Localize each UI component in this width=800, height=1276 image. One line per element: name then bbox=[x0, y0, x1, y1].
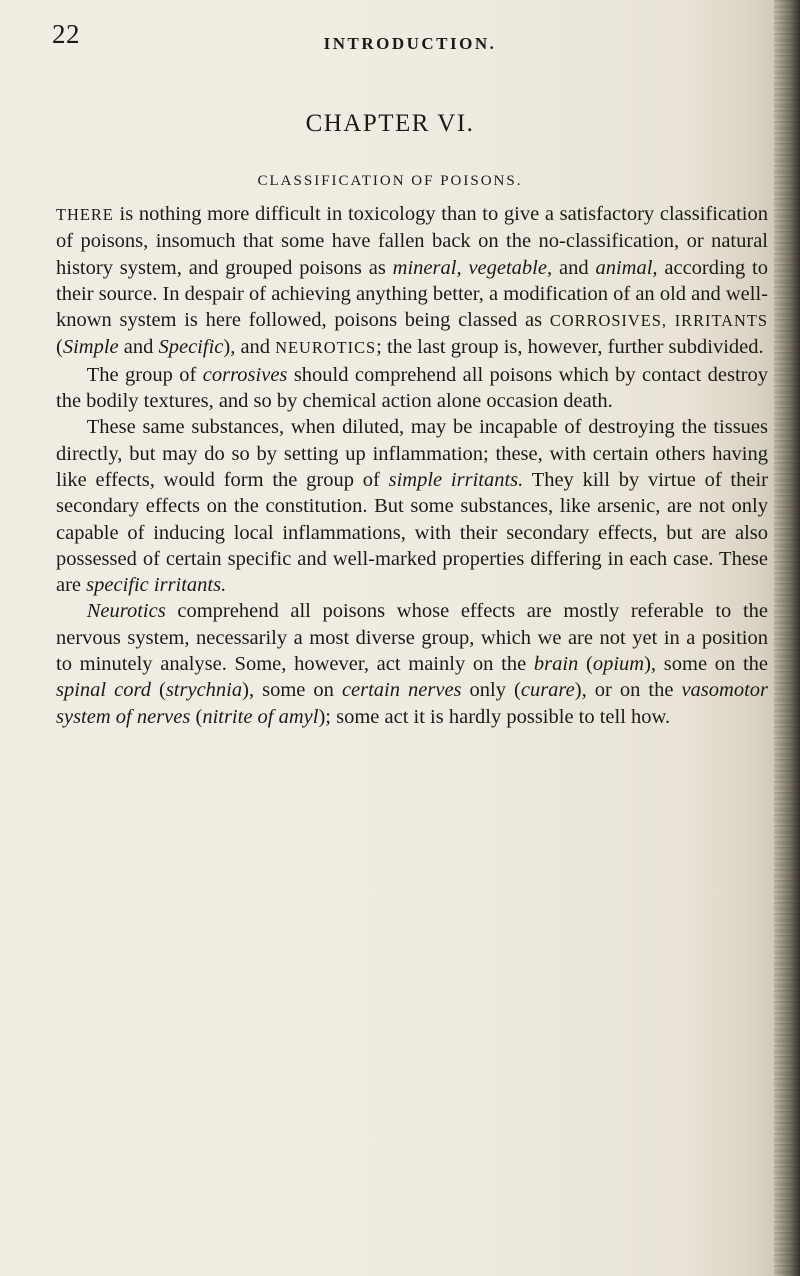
text-run: and bbox=[552, 256, 596, 279]
text-run: should comprehend all poisons which by contact destroy the bodily textures, and so by chemical action alone occasion death. bbox=[56, 363, 768, 413]
italic-term-neurotics: Neurotics bbox=[86, 600, 166, 623]
italic-term-simple-irritants: simple irritants. bbox=[388, 468, 524, 491]
text-run: ), some on the bbox=[644, 653, 769, 676]
italic-term-spinal-cord: spinal cord bbox=[56, 679, 151, 702]
text-run: and bbox=[118, 336, 159, 359]
italic-term-animal: animal, bbox=[595, 256, 658, 279]
text-run: These same substances, when diluted, may be incapable of destroying the tissues directly, but may do so by setting up inflammation; these, with certain others having like effects, would form the group of bbox=[56, 416, 768, 491]
body-text bbox=[56, 201, 768, 730]
text-run: ( bbox=[56, 336, 63, 359]
text-run: ; the last group is, however, further subdivided. bbox=[376, 336, 764, 359]
paragraph-4 bbox=[56, 598, 768, 729]
italic-term-brain: brain bbox=[533, 653, 579, 676]
text-run: ); some act it is hardly possible to tell how. bbox=[318, 705, 671, 728]
italic-term-mineral: mineral, bbox=[392, 256, 462, 279]
italic-term-corrosives: corrosives bbox=[202, 363, 288, 386]
page-edge-shadow bbox=[774, 0, 800, 1276]
italic-term-nitrite: nitrite of amyl bbox=[202, 705, 319, 728]
smallcaps-term-irritants: IRRITANTS bbox=[674, 311, 768, 331]
smallcaps-term-corrosives: CORROSIVES, bbox=[549, 311, 667, 331]
page-number: 22 bbox=[52, 19, 80, 49]
text-run: The group of bbox=[86, 363, 203, 386]
italic-term-certain-nerves: certain nerves bbox=[341, 679, 462, 702]
paragraph-1 bbox=[56, 201, 768, 362]
text-run: according to their source. In despair of achieving anything better, a modification of an old and well-known system is here followed, poisons being classed as bbox=[56, 256, 768, 332]
text-run: comprehend all poisons whose effects are mostly referable to the nervous system, necessarily a most diverse group, which we are not yet in a position to minutely analyse. Some, however, act mainly on the bbox=[56, 600, 768, 676]
lead-word: THERE bbox=[56, 205, 114, 224]
italic-term-curare: curare bbox=[520, 679, 575, 702]
text-run: ), or on the bbox=[574, 679, 682, 702]
text-run: is nothing more difficult in toxicology than to give a satisfactory classification of poisons, insomuch that some have fallen back on the no-classification, or natural history system, and grouped poisons as bbox=[56, 203, 768, 279]
italic-term-vasomotor: vasomotor system of nerves bbox=[56, 679, 768, 728]
text-run: only ( bbox=[461, 679, 521, 702]
paragraph-3 bbox=[56, 414, 768, 598]
running-head: INTRODUCTION. bbox=[323, 34, 497, 53]
text-run: ( bbox=[578, 653, 593, 676]
italic-term-specific-irritants: specific irritants. bbox=[86, 574, 227, 597]
text-run bbox=[667, 309, 675, 331]
chapter-title: CHAPTER VI. bbox=[305, 110, 475, 137]
text-run: ( bbox=[150, 679, 166, 702]
italic-term-specific: Specific bbox=[158, 336, 224, 359]
text-run: ), and bbox=[223, 336, 276, 359]
text-run: ( bbox=[190, 705, 203, 728]
text-run: ), some on bbox=[242, 679, 342, 702]
text-run: They kill by virtue of their secondary effects on the constitution. But some substances, like arsenic, are not only capable of inducing local inflammations, with their secondary effects, but are also possessed of certain specific and well-marked properties differing in each case. These are bbox=[56, 468, 768, 597]
italic-term-opium: opium bbox=[592, 653, 645, 676]
italic-term-vegetable: vegetable, bbox=[468, 256, 553, 279]
paragraph-2 bbox=[56, 362, 768, 415]
chapter-subtitle: CLASSIFICATION OF POISONS. bbox=[257, 173, 523, 189]
italic-term-strychnia: strychnia bbox=[165, 679, 243, 702]
italic-term-simple: Simple bbox=[62, 336, 119, 359]
smallcaps-term-neurotics: NEUROTICS bbox=[275, 338, 377, 358]
